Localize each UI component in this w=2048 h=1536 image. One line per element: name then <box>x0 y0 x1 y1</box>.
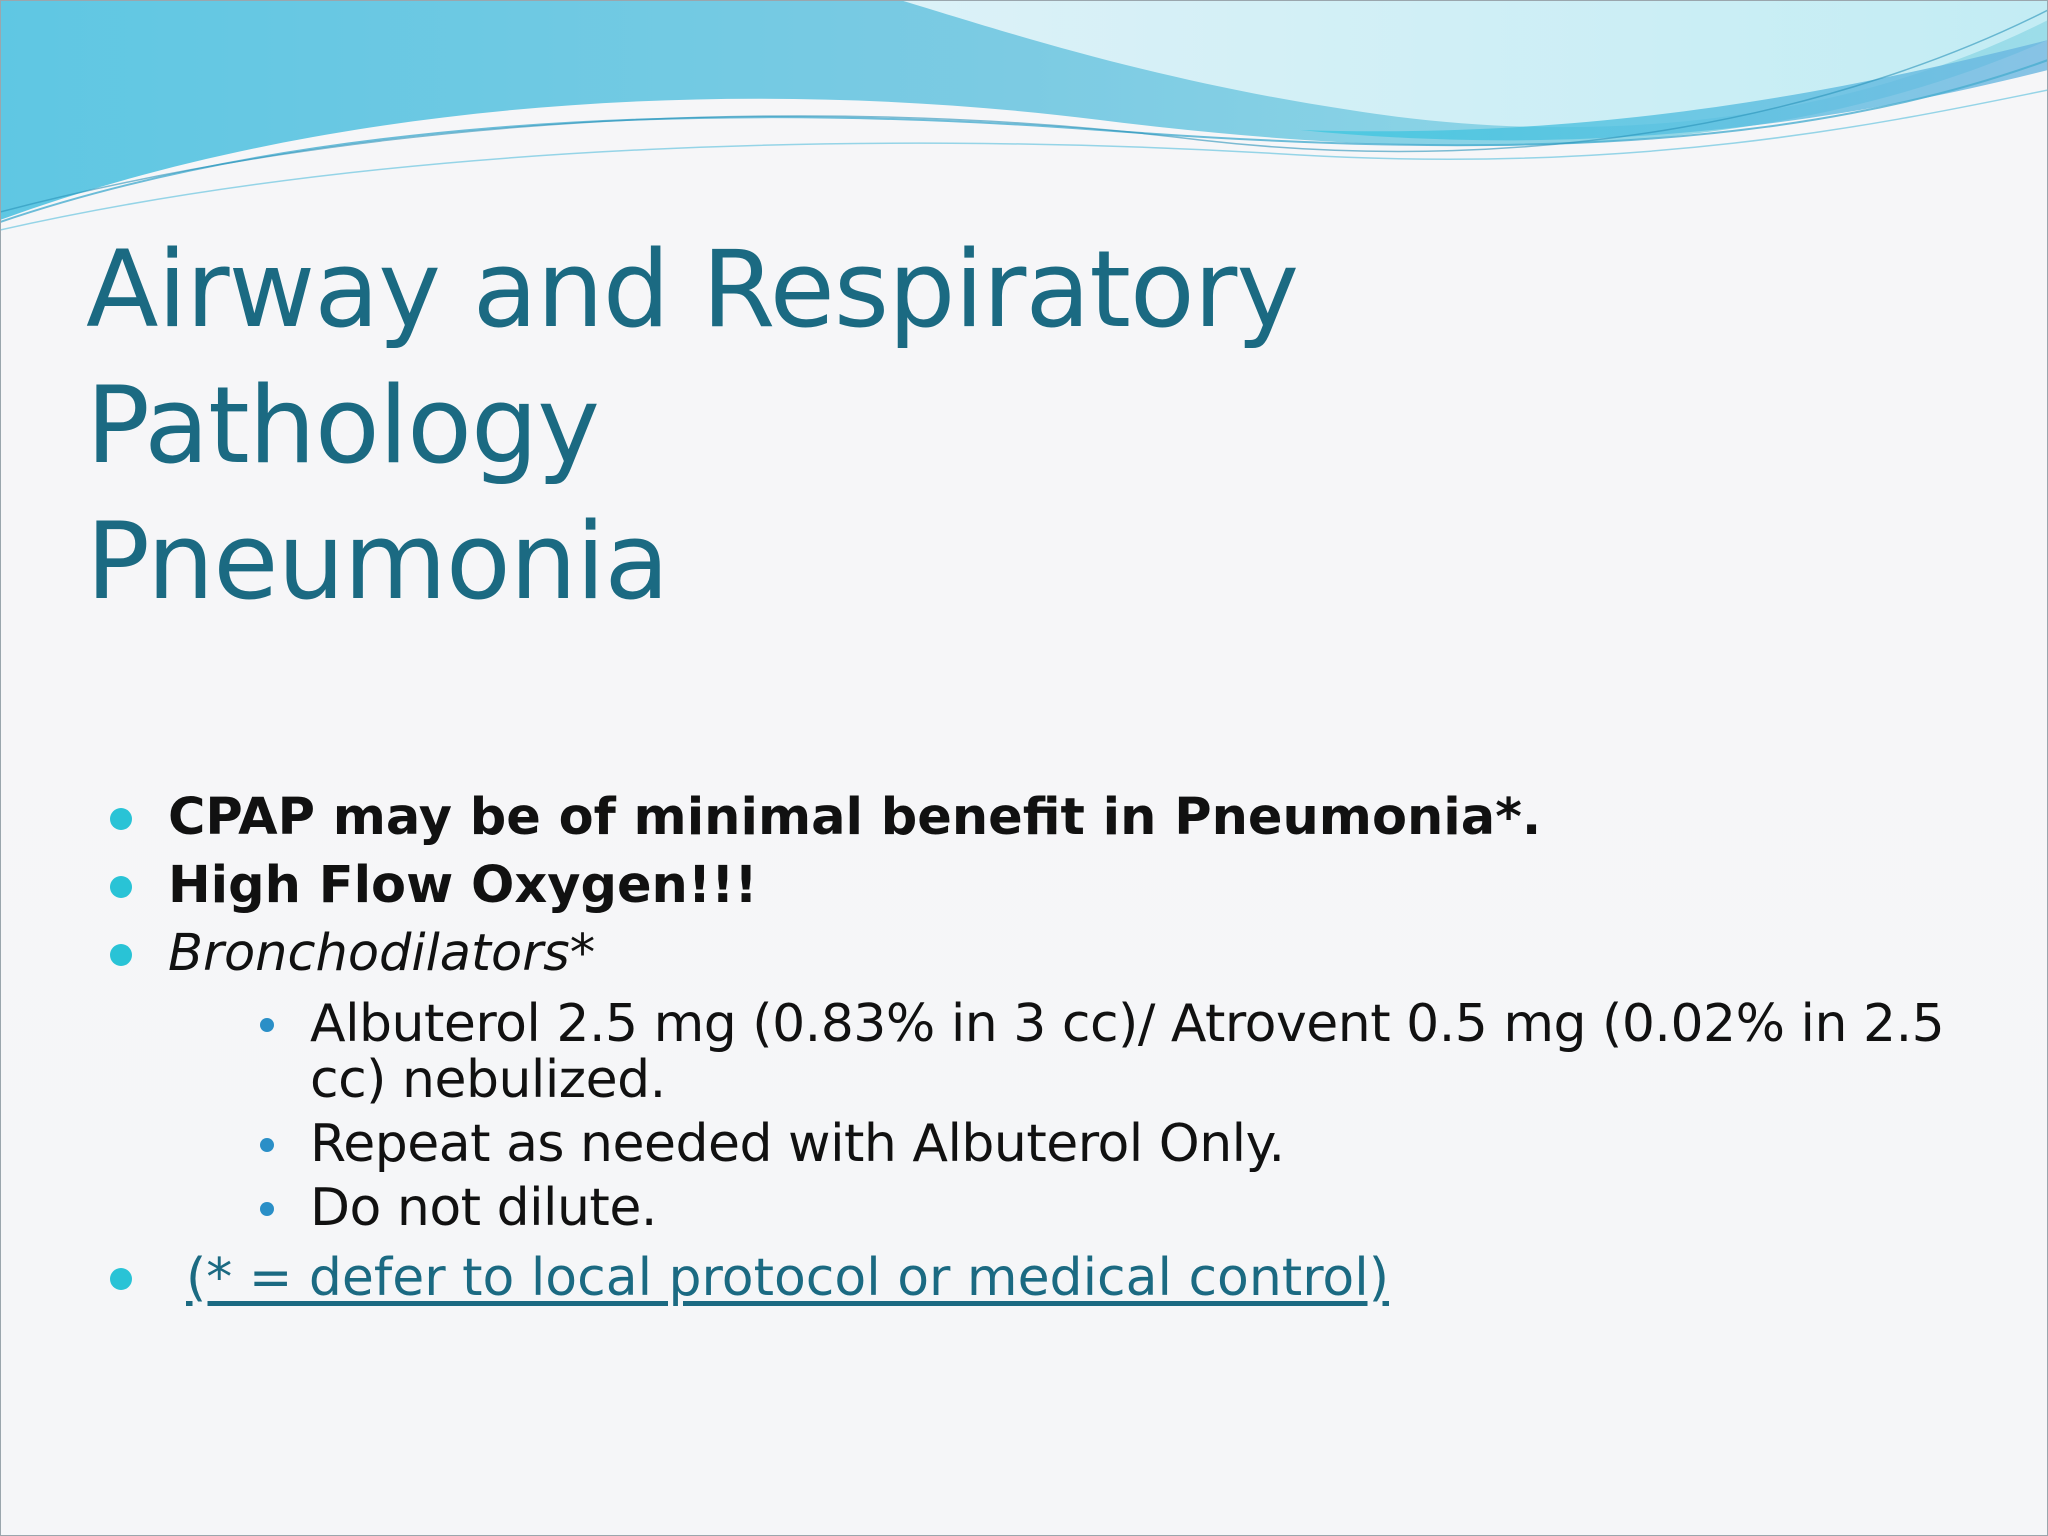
slide-title <box>86 222 1586 630</box>
title-line-2: Pathology <box>86 364 600 487</box>
bullet-text-cpap: CPAP may be of minimal benefit in Pneumonia*. <box>168 788 1542 847</box>
bullet-dot-icon <box>108 852 168 920</box>
footnote-link[interactable]: (* = defer to local protocol or medical control) <box>186 1248 1389 1308</box>
sub-bullet-dot-icon <box>258 1180 310 1236</box>
bullet-item <box>108 920 1968 988</box>
sub-bullet-item <box>258 1116 1978 1172</box>
bullet-text-bronchodilators: Bronchodilators* <box>168 924 596 983</box>
title-line-3: Pneumonia <box>86 500 669 623</box>
sub-bullet-text-dilute: Do not dilute. <box>310 1178 657 1238</box>
sub-bullet-dot-icon <box>258 1116 310 1172</box>
title-line-1: Airway and Respiratory <box>86 228 1299 351</box>
bullet-text-oxygen: High Flow Oxygen!!! <box>168 856 758 915</box>
decorative-wave-header <box>0 0 2048 240</box>
bullet-item <box>108 852 1968 920</box>
bullet-dot-icon <box>108 920 168 988</box>
sub-bullet-text-albuterol: Albuterol 2.5 mg (0.83% in 3 cc)/ Atrovent 0.5 mg (0.02% in 2.5 cc) nebulized. <box>310 994 1945 1110</box>
bullet-dot-icon <box>108 1244 168 1312</box>
sub-bullet-item <box>258 996 1978 1108</box>
bullet-dot-icon <box>108 784 168 852</box>
bullet-list <box>108 784 1968 1312</box>
sub-bullet-item <box>258 1180 1978 1236</box>
bullet-item <box>108 784 1968 852</box>
sub-bullet-dot-icon <box>258 996 310 1052</box>
bullet-item <box>108 1244 1968 1312</box>
sub-bullet-text-repeat: Repeat as needed with Albuterol Only. <box>310 1114 1285 1174</box>
